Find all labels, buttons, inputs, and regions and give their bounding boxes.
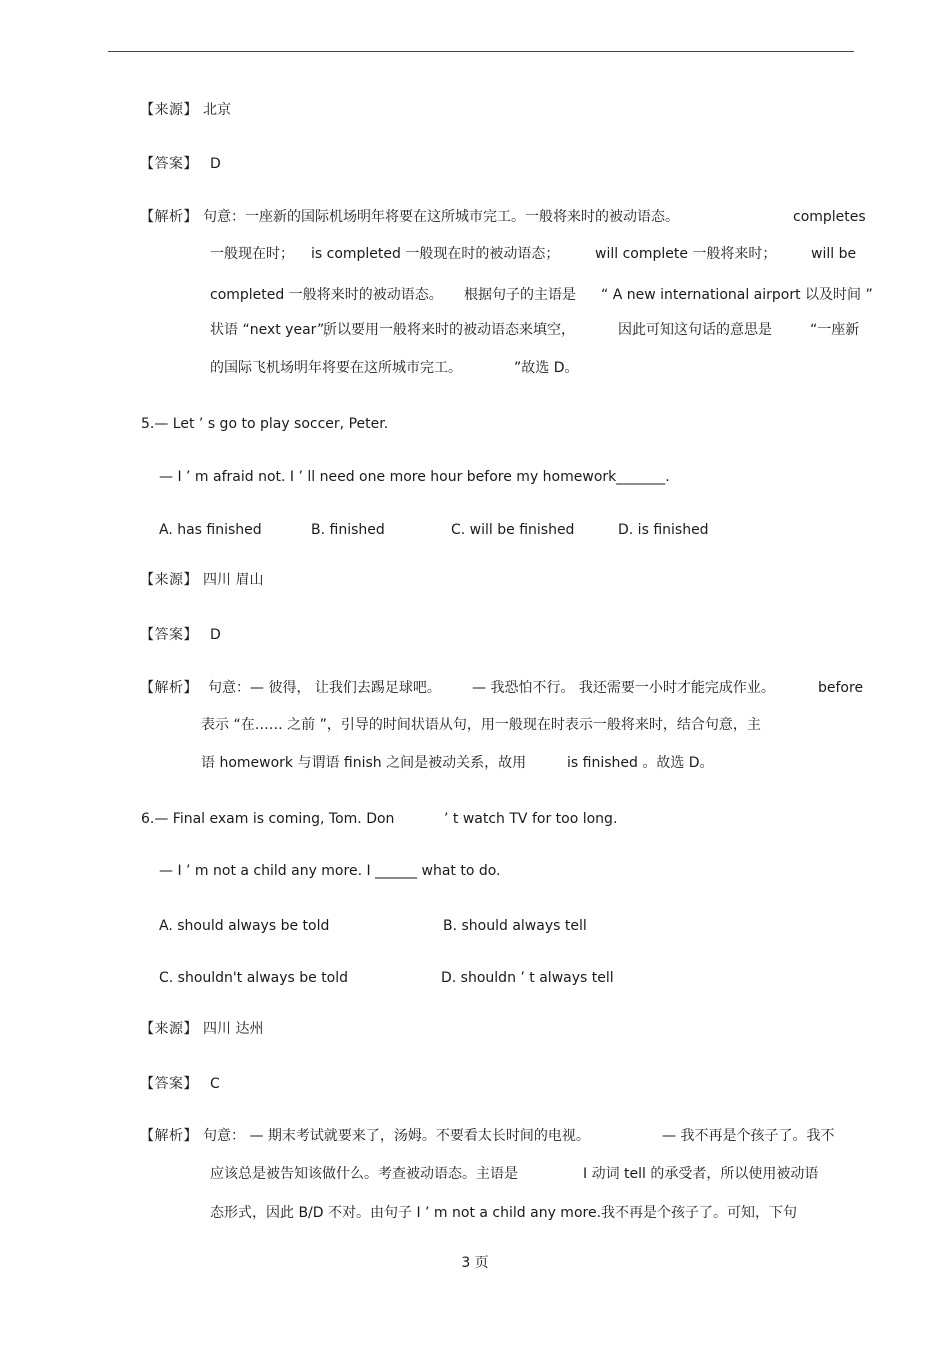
analysis-text: 根据句子的主语是: [464, 287, 576, 303]
option-d: D. is finished: [618, 522, 709, 538]
question-stem: ’ t watch TV for too long.: [444, 811, 618, 827]
analysis-text: before: [818, 680, 864, 696]
source-label: 【来源】: [140, 572, 198, 588]
analysis-text: 所以要用一般将来时的被动语态来填空，: [323, 322, 575, 338]
analysis-text: is finished 。故选 D。: [567, 755, 714, 771]
option-d: D. shouldn ’ t always tell: [441, 970, 614, 986]
analysis-label: 【解析】: [140, 1128, 198, 1144]
answer-value: C: [210, 1076, 220, 1092]
analysis-text: 句意：— 彼得， 让我们去踢足球吧。: [208, 680, 441, 696]
analysis-text: 句意：一座新的国际机场明年将要在这所城市完工。一般将来时的被动语态。: [203, 209, 679, 225]
source-label: 【来源】: [140, 1021, 198, 1037]
source-value: 四川 眉山: [203, 572, 264, 588]
analysis-text: will complete 一般将来时；: [595, 246, 777, 262]
analysis-text: 表示 “在…… 之前 ”，引导的时间状语从句，用一般现在时表示一般将来时，结合句意，主: [201, 717, 761, 733]
answer-label: 【答案】: [140, 156, 198, 172]
analysis-text: — 我恐怕不行。 我还需要一小时才能完成作业。: [472, 680, 775, 696]
question-reply: — I ’ m afraid not. I ’ ll need one more hour before my homework_______.: [159, 469, 670, 485]
analysis-text: — 我不再是个孩子了。我不: [662, 1128, 835, 1144]
answer-value: D: [210, 156, 221, 172]
analysis-text: completes: [793, 209, 866, 225]
option-a: A. has finished: [159, 522, 262, 538]
option-a: A. should always be told: [159, 918, 330, 934]
analysis-text: “一座新: [810, 322, 860, 338]
page-number: 3 页: [461, 1255, 489, 1271]
header-rule: [108, 51, 854, 52]
analysis-label: 【解析】: [140, 680, 198, 696]
analysis-text: 因此可知这句话的意思是: [618, 322, 772, 338]
question-stem: 6.— Final exam is coming, Tom. Don: [141, 811, 395, 827]
analysis-label: 【解析】: [140, 209, 198, 225]
analysis-text: “ A new international airport 以及时间 ”: [601, 287, 873, 303]
analysis-text: ”故选 D。: [514, 360, 579, 376]
question-reply: — I ’ m not a child any more. I ______ what to do.: [159, 863, 501, 879]
option-b: B. should always tell: [443, 918, 587, 934]
answer-label: 【答案】: [140, 1076, 198, 1092]
analysis-text: I 动词 tell 的承受者，所以使用被动语: [583, 1166, 819, 1182]
answer-label: 【答案】: [140, 627, 198, 643]
analysis-text: completed 一般将来时的被动语态。: [210, 287, 443, 303]
analysis-text: 语 homework 与谓语 finish 之间是被动关系，故用: [201, 755, 527, 771]
analysis-text: 状语 “next year”，: [210, 322, 339, 338]
option-c: C. will be finished: [451, 522, 575, 538]
answer-value: D: [210, 627, 221, 643]
option-c: C. shouldn't always be told: [159, 970, 349, 986]
analysis-text: 句意： — 期末考试就要来了，汤姆。不要看太长时间的电视。: [203, 1128, 590, 1144]
source-value: 北京: [203, 102, 231, 118]
analysis-text: 一般现在时；: [210, 246, 294, 262]
source-label: 【来源】: [140, 102, 198, 118]
analysis-text: 的国际飞机场明年将要在这所城市完工。: [210, 360, 462, 376]
analysis-text: 态形式，因此 B/D 不对。由句子 I ’ m not a child any more.我不再是个孩子了。可知，下句: [210, 1205, 798, 1221]
analysis-text: is completed 一般现在时的被动语态；: [311, 246, 560, 262]
analysis-text: 应该总是被告知该做什么。考查被动语态。主语是: [210, 1166, 518, 1182]
source-value: 四川 达州: [203, 1021, 264, 1037]
question-stem: 5.— Let ’ s go to play soccer, Peter.: [141, 416, 389, 432]
option-b: B. finished: [311, 522, 385, 538]
analysis-text: will be: [811, 246, 857, 262]
